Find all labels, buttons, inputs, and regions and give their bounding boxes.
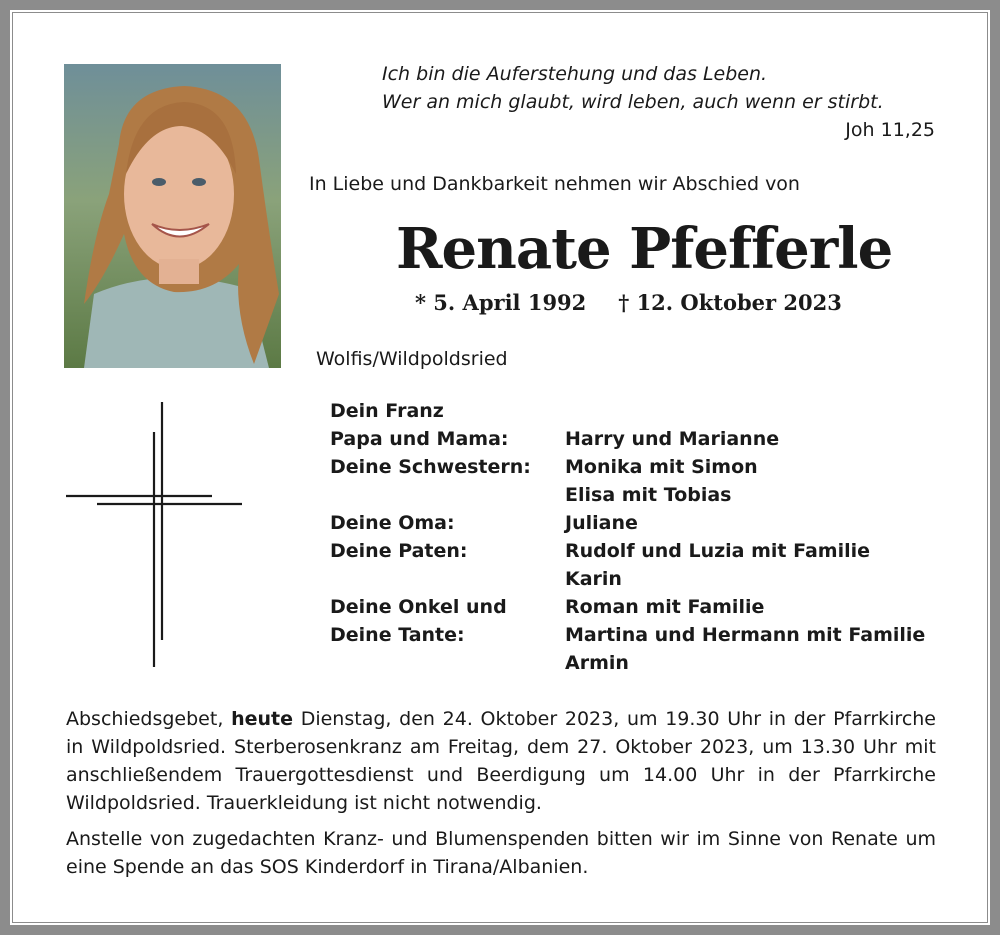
- service-today: heute: [231, 708, 293, 730]
- verse-line-2: Wer an mich glaubt, wird leben, auch wenn er stirbt.: [382, 91, 884, 113]
- portrait-photo: [64, 64, 281, 368]
- donation-paragraph: Anstelle von zugedachten Kranz- und Blumenspenden bitten wir im Sinne von Renate um eine Spende an das SOS Kinderdorf in Tirana/Albanien.: [66, 828, 936, 878]
- service-text-rest: Dienstag, den 24. Oktober 2023, um 19.30 Uhr in der Pfarrkirche in Wildpoldsried. Sterberosenkranz am Freitag, dem 27. Oktober 2023, um 13.30 Uhr mit anschließendem Trauergottesdienst und Beerdigung um 14.00 Uhr in der Pfarrkirche Wildpoldsried. Trauerkleidung ist nicht notwendig.: [66, 708, 936, 814]
- family-relation: Deine Onkel und: [330, 596, 507, 618]
- service-notice: [66, 705, 936, 881]
- family-relation: Deine Paten:: [330, 540, 468, 562]
- family-names: Elisa mit Tobias: [565, 484, 732, 506]
- family-relation: Deine Oma:: [330, 512, 455, 534]
- verse-reference: Joh 11,25: [845, 119, 935, 141]
- hometown: Wolfis/Wildpoldsried: [316, 348, 508, 370]
- family-names: Monika mit Simon: [565, 456, 758, 478]
- service-text-start: Abschiedsgebet,: [66, 708, 232, 730]
- deceased-name: Renate Pfefferle: [396, 216, 893, 282]
- family-names: Juliane: [565, 512, 638, 534]
- family-names: Armin: [565, 652, 629, 674]
- cross-icon: [64, 400, 244, 670]
- family-relation: Dein Franz: [330, 400, 444, 422]
- service-paragraph: [66, 705, 936, 817]
- family-names: Roman mit Familie: [565, 596, 765, 618]
- family-relation: Papa und Mama:: [330, 428, 509, 450]
- life-dates: [415, 290, 842, 315]
- family-relation: Deine Tante:: [330, 624, 465, 646]
- portrait-illustration: [64, 64, 281, 368]
- family-names: Martina und Hermann mit Familie: [565, 624, 926, 646]
- verse-line-1: Ich bin die Auferstehung und das Leben.: [382, 63, 768, 85]
- intro-text: In Liebe und Dankbarkeit nehmen wir Abschied von: [309, 173, 800, 195]
- family-names: Harry und Marianne: [565, 428, 780, 450]
- family-relation: Deine Schwestern:: [330, 456, 531, 478]
- family-names: Karin: [565, 568, 622, 590]
- birth-date: * 5. April 1992: [415, 290, 587, 315]
- death-date: † 12. Oktober 2023: [618, 290, 842, 315]
- family-names: Rudolf und Luzia mit Familie: [565, 540, 871, 562]
